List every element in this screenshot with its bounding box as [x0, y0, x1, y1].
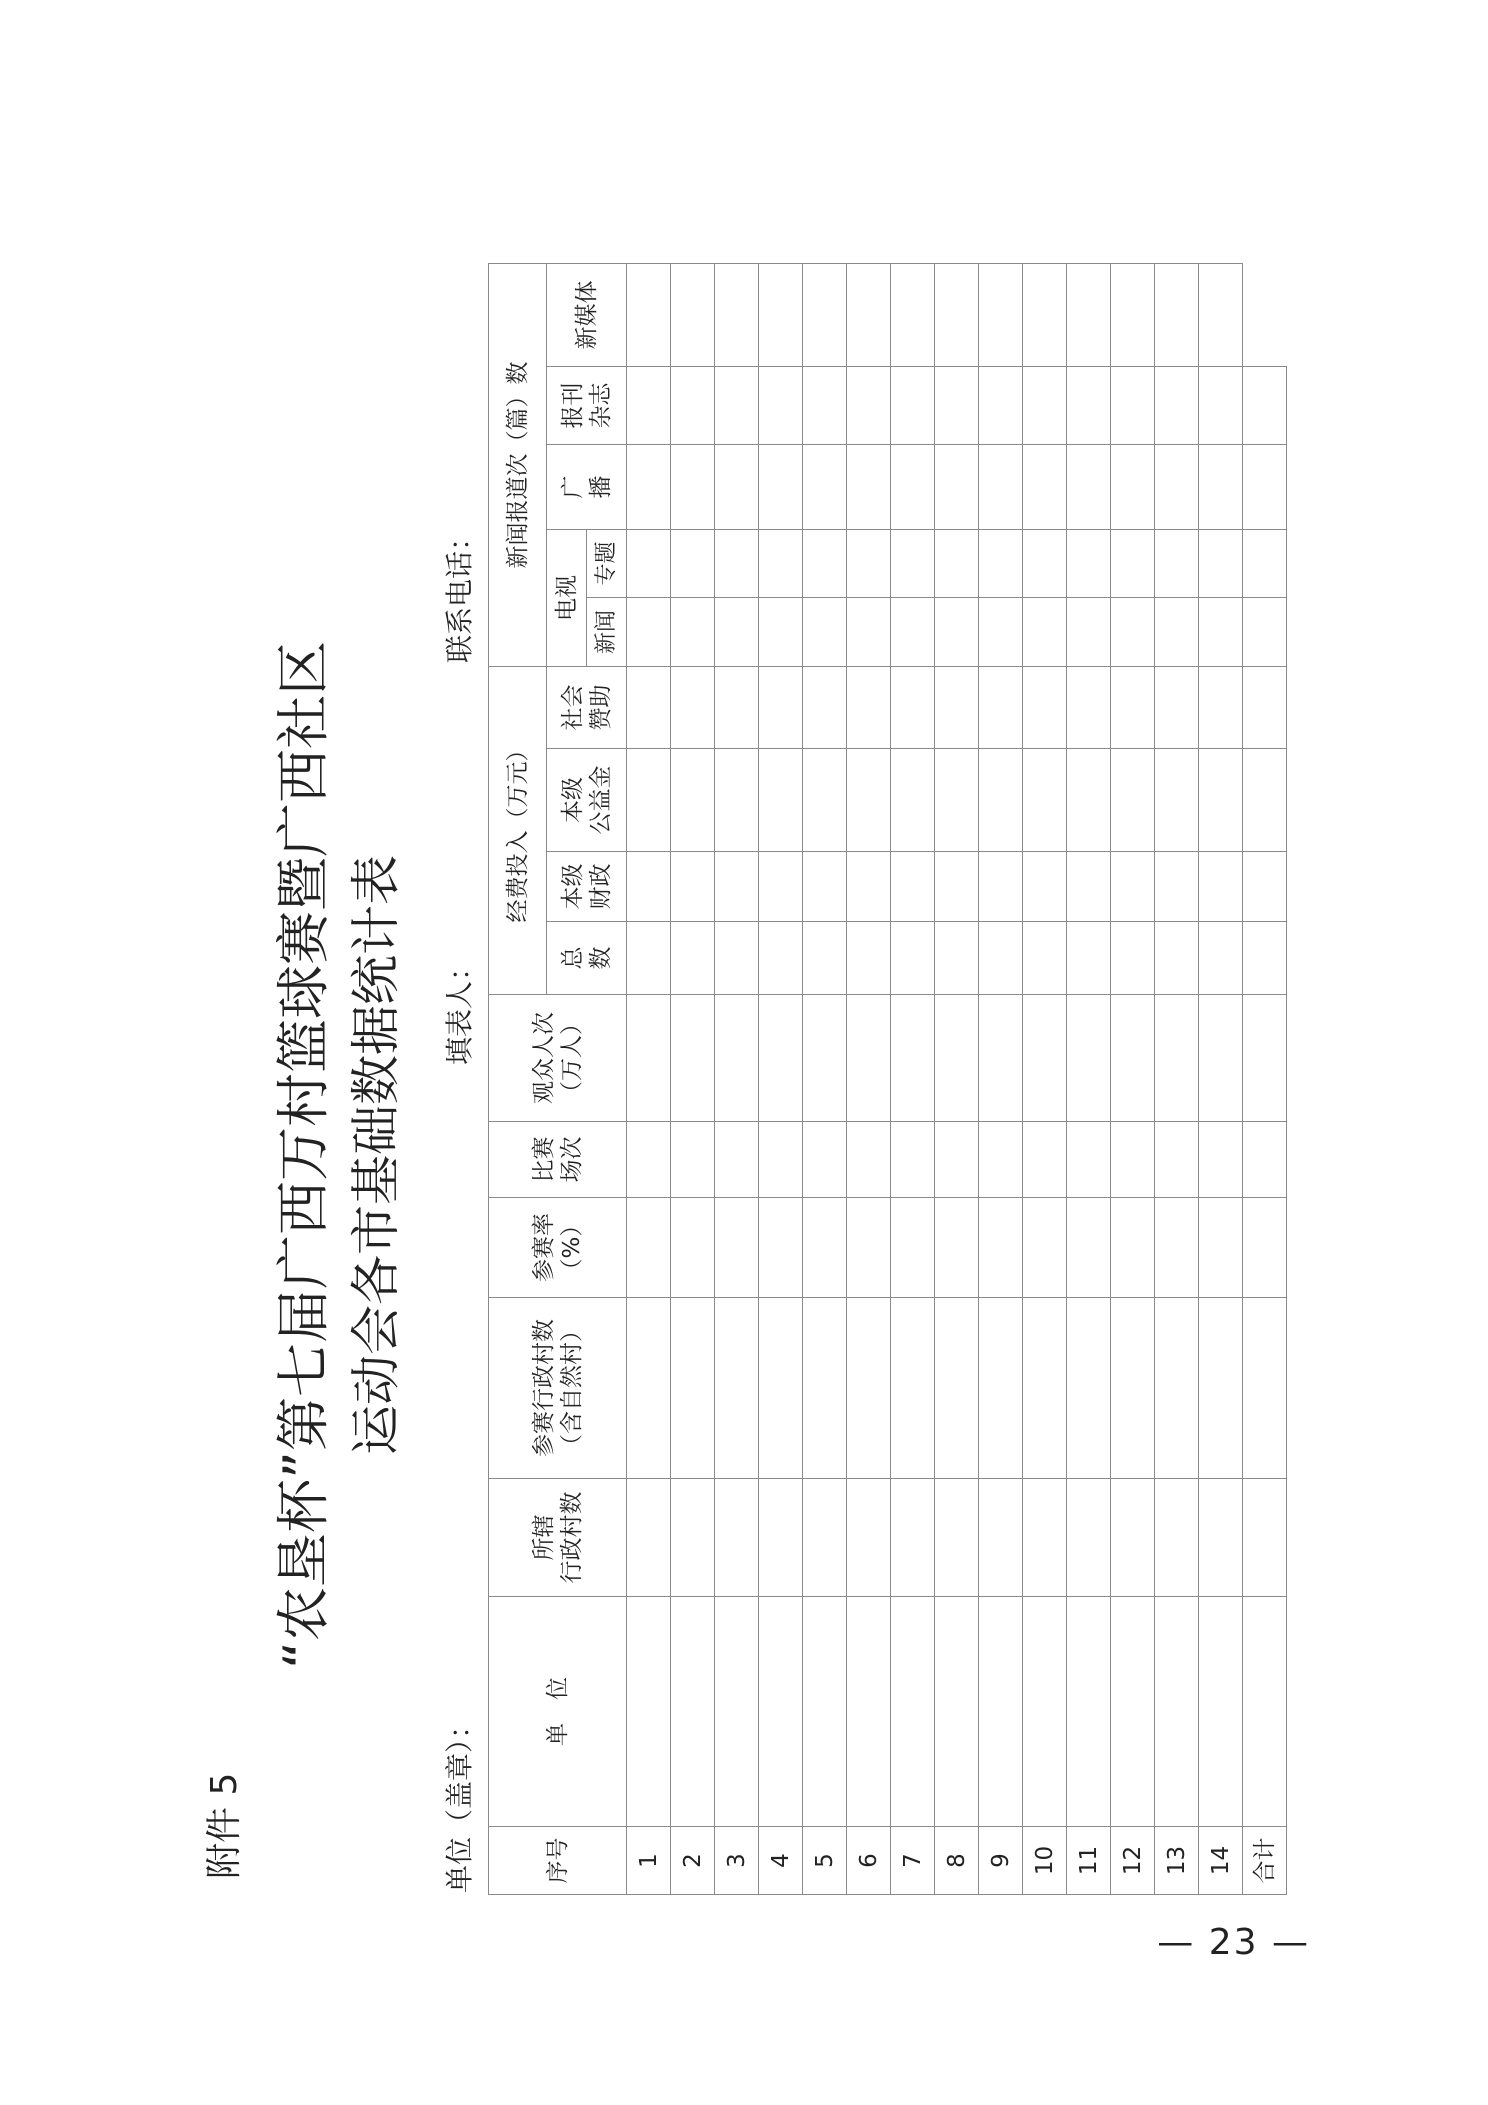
- header-news-tv: 电视: [547, 530, 587, 667]
- data-cell[interactable]: [1111, 1298, 1155, 1479]
- data-cell[interactable]: [715, 995, 759, 1122]
- data-cell[interactable]: [1111, 367, 1155, 445]
- data-cell[interactable]: [847, 367, 891, 445]
- data-cell[interactable]: [979, 852, 1023, 922]
- data-cell[interactable]: [627, 995, 671, 1122]
- data-cell[interactable]: [1243, 852, 1287, 922]
- data-cell[interactable]: [1023, 922, 1067, 995]
- data-cell[interactable]: [979, 667, 1023, 749]
- data-cell[interactable]: [1199, 995, 1243, 1122]
- data-cell[interactable]: [803, 1122, 847, 1198]
- data-cell[interactable]: [1111, 1597, 1155, 1827]
- header-unit: 单 位: [489, 1597, 627, 1827]
- data-cell[interactable]: [671, 749, 715, 852]
- row-label: 14: [1199, 1827, 1243, 1895]
- data-cell[interactable]: [715, 1298, 759, 1479]
- data-cell[interactable]: [891, 598, 935, 667]
- row-label: 2: [671, 1827, 715, 1895]
- data-cell[interactable]: [891, 445, 935, 530]
- data-cell[interactable]: [1199, 264, 1243, 367]
- data-cell[interactable]: [715, 667, 759, 749]
- data-cell[interactable]: [1111, 598, 1155, 667]
- data-cell[interactable]: [935, 995, 979, 1122]
- data-cell[interactable]: [715, 852, 759, 922]
- data-cell[interactable]: [1243, 445, 1287, 530]
- data-cell[interactable]: [1067, 1198, 1111, 1298]
- data-cell[interactable]: [979, 445, 1023, 530]
- data-cell[interactable]: [979, 264, 1023, 367]
- data-cell[interactable]: [1199, 1597, 1243, 1827]
- data-cell[interactable]: [935, 922, 979, 995]
- data-cell[interactable]: [1067, 852, 1111, 922]
- data-cell[interactable]: [715, 1479, 759, 1597]
- data-cell[interactable]: [759, 1298, 803, 1479]
- table-row: [979, 264, 1023, 1895]
- data-cell[interactable]: [715, 264, 759, 367]
- data-cell[interactable]: [759, 667, 803, 749]
- data-cell[interactable]: [935, 530, 979, 598]
- data-cell[interactable]: [1155, 598, 1199, 667]
- data-cell[interactable]: [627, 530, 671, 598]
- data-cell[interactable]: [1243, 598, 1287, 667]
- data-cell[interactable]: [1155, 1198, 1199, 1298]
- data-cell[interactable]: [759, 445, 803, 530]
- data-cell[interactable]: [715, 1597, 759, 1827]
- data-cell[interactable]: [759, 1597, 803, 1827]
- data-cell[interactable]: [1155, 749, 1199, 852]
- data-cell[interactable]: [715, 749, 759, 852]
- data-cell[interactable]: [1023, 1122, 1067, 1198]
- data-cell[interactable]: [1243, 749, 1287, 852]
- data-cell[interactable]: [1243, 667, 1287, 749]
- data-cell[interactable]: [847, 749, 891, 852]
- data-cell[interactable]: [803, 1298, 847, 1479]
- data-cell[interactable]: [847, 667, 891, 749]
- data-cell[interactable]: [979, 749, 1023, 852]
- data-cell[interactable]: [979, 1597, 1023, 1827]
- data-cell[interactable]: [935, 1597, 979, 1827]
- data-cell[interactable]: [671, 922, 715, 995]
- data-cell[interactable]: [1155, 852, 1199, 922]
- data-cell[interactable]: [671, 852, 715, 922]
- data-cell[interactable]: [1067, 749, 1111, 852]
- row-label: 4: [759, 1827, 803, 1895]
- data-cell[interactable]: [803, 1198, 847, 1298]
- data-cell[interactable]: [1067, 445, 1111, 530]
- data-cell[interactable]: [1067, 1122, 1111, 1198]
- data-cell[interactable]: [891, 530, 935, 598]
- data-cell[interactable]: [1067, 995, 1111, 1122]
- table-row: [1155, 264, 1199, 1895]
- data-cell[interactable]: [671, 1122, 715, 1198]
- table-row: [627, 264, 671, 1895]
- row-label: 1: [627, 1827, 671, 1895]
- data-cell[interactable]: [1067, 922, 1111, 995]
- data-cell[interactable]: [1111, 1198, 1155, 1298]
- data-cell[interactable]: [979, 598, 1023, 667]
- data-cell[interactable]: [759, 598, 803, 667]
- data-cell[interactable]: [847, 852, 891, 922]
- row-label: 6: [847, 1827, 891, 1895]
- table-row: [803, 264, 847, 1895]
- table-row: [759, 264, 803, 1895]
- header-funding-welfare: 本级 公益金: [547, 749, 627, 852]
- header-audience: 观众人次 （万人）: [489, 995, 627, 1122]
- data-cell[interactable]: [627, 367, 671, 445]
- data-cell[interactable]: [847, 922, 891, 995]
- data-cell[interactable]: [803, 667, 847, 749]
- data-cell[interactable]: [891, 1479, 935, 1597]
- header-seq: 序号: [489, 1827, 627, 1895]
- data-cell[interactable]: [847, 1479, 891, 1597]
- data-cell[interactable]: [671, 995, 715, 1122]
- data-cell[interactable]: [1023, 264, 1067, 367]
- data-cell[interactable]: [627, 922, 671, 995]
- data-cell[interactable]: [1199, 667, 1243, 749]
- data-cell[interactable]: [671, 445, 715, 530]
- data-cell[interactable]: [803, 749, 847, 852]
- row-label: 7: [891, 1827, 935, 1895]
- table-total-row: [1243, 264, 1287, 1895]
- data-cell[interactable]: [1243, 1122, 1287, 1198]
- data-cell[interactable]: [935, 852, 979, 922]
- data-cell[interactable]: [891, 1198, 935, 1298]
- data-cell[interactable]: [671, 667, 715, 749]
- data-cell[interactable]: [935, 1122, 979, 1198]
- data-cell[interactable]: [671, 1298, 715, 1479]
- data-cell[interactable]: [1155, 1479, 1199, 1597]
- header-funding-gov: 本级 财政: [547, 852, 627, 922]
- data-cell[interactable]: [1023, 1479, 1067, 1597]
- data-cell[interactable]: [627, 1597, 671, 1827]
- empty-cell: [1243, 264, 1287, 367]
- data-cell[interactable]: [803, 852, 847, 922]
- data-cell[interactable]: [979, 1198, 1023, 1298]
- data-cell[interactable]: [935, 264, 979, 367]
- data-cell[interactable]: [1111, 749, 1155, 852]
- row-label: 13: [1155, 1827, 1199, 1895]
- data-cell[interactable]: [1155, 530, 1199, 598]
- data-cell[interactable]: [847, 1597, 891, 1827]
- data-cell[interactable]: [1243, 995, 1287, 1122]
- table-row: [1199, 264, 1243, 1895]
- data-cell[interactable]: [1111, 852, 1155, 922]
- row-label: 12: [1111, 1827, 1155, 1895]
- data-cell[interactable]: [979, 995, 1023, 1122]
- data-cell[interactable]: [1067, 530, 1111, 598]
- data-cell[interactable]: [759, 264, 803, 367]
- data-cell[interactable]: [847, 1122, 891, 1198]
- data-cell[interactable]: [1023, 667, 1067, 749]
- table-row: [1111, 264, 1155, 1895]
- data-cell[interactable]: [847, 530, 891, 598]
- data-cell[interactable]: [715, 1122, 759, 1198]
- header-participating: 参赛行政村数 （含自然村）: [489, 1298, 627, 1479]
- row-label: 11: [1067, 1827, 1111, 1895]
- data-cell[interactable]: [1111, 530, 1155, 598]
- data-cell[interactable]: [627, 598, 671, 667]
- data-cell[interactable]: [803, 367, 847, 445]
- data-cell[interactable]: [627, 264, 671, 367]
- data-cell[interactable]: [803, 530, 847, 598]
- data-cell[interactable]: [979, 1298, 1023, 1479]
- data-cell[interactable]: [891, 749, 935, 852]
- page-title-line-2: 运动会各市基础数据统计表: [347, 855, 405, 1455]
- data-cell[interactable]: [1111, 922, 1155, 995]
- data-cell[interactable]: [1111, 445, 1155, 530]
- data-cell[interactable]: [803, 1479, 847, 1597]
- data-cell[interactable]: [1199, 367, 1243, 445]
- data-cell[interactable]: [803, 598, 847, 667]
- table-row: [891, 264, 935, 1895]
- data-cell[interactable]: [1199, 922, 1243, 995]
- data-cell[interactable]: [1067, 667, 1111, 749]
- data-cell[interactable]: [1111, 667, 1155, 749]
- data-cell[interactable]: [935, 1298, 979, 1479]
- data-cell[interactable]: [1155, 995, 1199, 1122]
- data-cell[interactable]: [1199, 1122, 1243, 1198]
- data-cell[interactable]: [803, 922, 847, 995]
- data-cell[interactable]: [935, 445, 979, 530]
- data-cell[interactable]: [759, 1479, 803, 1597]
- data-cell[interactable]: [671, 598, 715, 667]
- data-cell[interactable]: [1023, 530, 1067, 598]
- data-cell[interactable]: [1199, 445, 1243, 530]
- data-cell[interactable]: [671, 1198, 715, 1298]
- header-funding-total: 总 数: [547, 922, 627, 995]
- header-funding: 经费投入（万元）: [489, 667, 547, 995]
- data-cell[interactable]: [671, 264, 715, 367]
- data-cell[interactable]: [891, 922, 935, 995]
- stats-table: [488, 263, 1287, 1895]
- data-cell[interactable]: [1155, 922, 1199, 995]
- data-cell[interactable]: [759, 852, 803, 922]
- row-label: 合计: [1243, 1827, 1287, 1895]
- data-cell[interactable]: [759, 1122, 803, 1198]
- header-news-tv-special: 专题: [587, 530, 627, 598]
- table-row: [935, 264, 979, 1895]
- data-cell[interactable]: [1067, 1298, 1111, 1479]
- data-cell[interactable]: [1023, 367, 1067, 445]
- header-rate: 参赛率 （%）: [489, 1198, 627, 1298]
- data-cell[interactable]: [979, 1479, 1023, 1597]
- data-cell[interactable]: [715, 530, 759, 598]
- data-cell[interactable]: [935, 749, 979, 852]
- data-cell[interactable]: [627, 852, 671, 922]
- data-cell[interactable]: [935, 667, 979, 749]
- data-cell[interactable]: [891, 1298, 935, 1479]
- data-cell[interactable]: [891, 667, 935, 749]
- unit-stamp-label: 单位（盖章）：: [443, 1710, 476, 1893]
- data-cell[interactable]: [803, 264, 847, 367]
- data-cell[interactable]: [847, 445, 891, 530]
- header-news-tv-news: 新闻: [587, 598, 627, 667]
- data-cell[interactable]: [715, 598, 759, 667]
- landscape-sheet: [0, 205, 1488, 2105]
- data-cell[interactable]: [627, 1122, 671, 1198]
- data-cell[interactable]: [627, 667, 671, 749]
- data-cell[interactable]: [671, 530, 715, 598]
- data-cell[interactable]: [759, 995, 803, 1122]
- data-cell[interactable]: [1111, 264, 1155, 367]
- table-body: [627, 264, 1287, 1895]
- data-cell[interactable]: [715, 1198, 759, 1298]
- header-news-new-media: 新媒体: [547, 264, 627, 367]
- table-row: [1023, 264, 1067, 1895]
- data-cell[interactable]: [1023, 1298, 1067, 1479]
- data-cell[interactable]: [803, 1597, 847, 1827]
- data-cell[interactable]: [1023, 445, 1067, 530]
- row-label: 9: [979, 1827, 1023, 1895]
- data-cell[interactable]: [891, 1597, 935, 1827]
- data-cell[interactable]: [759, 749, 803, 852]
- data-cell[interactable]: [759, 922, 803, 995]
- data-cell[interactable]: [979, 367, 1023, 445]
- data-cell[interactable]: [803, 445, 847, 530]
- data-cell[interactable]: [1155, 445, 1199, 530]
- table-row: [1067, 264, 1111, 1895]
- data-cell[interactable]: [1067, 1597, 1111, 1827]
- data-cell[interactable]: [847, 1198, 891, 1298]
- data-cell[interactable]: [627, 1198, 671, 1298]
- page-number: — 23 —: [1157, 1922, 1310, 1963]
- data-cell[interactable]: [847, 598, 891, 667]
- data-cell[interactable]: [891, 852, 935, 922]
- data-cell[interactable]: [1023, 1597, 1067, 1827]
- data-cell[interactable]: [1067, 264, 1111, 367]
- filler-label: 填表人：: [443, 952, 476, 1065]
- data-cell[interactable]: [891, 367, 935, 445]
- data-cell[interactable]: [627, 1298, 671, 1479]
- data-cell[interactable]: [1199, 598, 1243, 667]
- data-cell[interactable]: [1243, 922, 1287, 995]
- header-news-radio: 广 播: [547, 445, 627, 530]
- data-cell[interactable]: [1111, 995, 1155, 1122]
- data-cell[interactable]: [1243, 530, 1287, 598]
- row-label: 3: [715, 1827, 759, 1895]
- data-cell[interactable]: [715, 367, 759, 445]
- header-funding-sponsor: 社会 赞助: [547, 667, 627, 749]
- data-cell[interactable]: [1155, 264, 1199, 367]
- data-cell[interactable]: [847, 995, 891, 1122]
- data-cell[interactable]: [1199, 749, 1243, 852]
- data-cell[interactable]: [1155, 667, 1199, 749]
- data-cell[interactable]: [1155, 1122, 1199, 1198]
- data-cell[interactable]: [1199, 1479, 1243, 1597]
- header-row-1: [489, 264, 547, 1895]
- table-row: [671, 264, 715, 1895]
- data-cell[interactable]: [891, 264, 935, 367]
- data-cell[interactable]: [979, 1122, 1023, 1198]
- data-cell[interactable]: [1243, 1479, 1287, 1597]
- data-cell[interactable]: [715, 445, 759, 530]
- data-cell[interactable]: [1067, 367, 1111, 445]
- data-cell[interactable]: [1243, 1597, 1287, 1827]
- data-cell[interactable]: [935, 598, 979, 667]
- data-cell[interactable]: [847, 1298, 891, 1479]
- row-label: 10: [1023, 1827, 1067, 1895]
- data-cell[interactable]: [935, 1198, 979, 1298]
- data-cell[interactable]: [627, 1479, 671, 1597]
- data-cell[interactable]: [627, 445, 671, 530]
- data-cell[interactable]: [1111, 1479, 1155, 1597]
- data-cell[interactable]: [935, 367, 979, 445]
- row-label: 5: [803, 1827, 847, 1895]
- data-cell[interactable]: [1243, 1298, 1287, 1479]
- table-row: [715, 264, 759, 1895]
- data-cell[interactable]: [891, 995, 935, 1122]
- data-cell[interactable]: [1155, 1597, 1199, 1827]
- data-cell[interactable]: [1243, 1198, 1287, 1298]
- data-cell[interactable]: [1023, 598, 1067, 667]
- data-cell[interactable]: [1199, 1298, 1243, 1479]
- page-title-line-1: “农垦杯”第七届广西万村篮球赛暨广西社区: [272, 641, 335, 1669]
- header-matches: 比赛 场次: [489, 1122, 627, 1198]
- data-cell[interactable]: [1199, 1198, 1243, 1298]
- data-cell[interactable]: [1155, 367, 1199, 445]
- phone-label: 联系电话：: [443, 522, 476, 663]
- data-cell[interactable]: [671, 1479, 715, 1597]
- data-cell[interactable]: [759, 530, 803, 598]
- data-cell[interactable]: [1067, 598, 1111, 667]
- data-cell[interactable]: [935, 1479, 979, 1597]
- data-cell[interactable]: [1243, 367, 1287, 445]
- data-cell[interactable]: [979, 530, 1023, 598]
- data-cell[interactable]: [891, 1122, 935, 1198]
- data-cell[interactable]: [759, 1198, 803, 1298]
- data-cell[interactable]: [1023, 749, 1067, 852]
- data-cell[interactable]: [759, 367, 803, 445]
- data-cell[interactable]: [1023, 852, 1067, 922]
- header-news: 新闻报道次（篇）数: [489, 264, 547, 667]
- data-cell[interactable]: [1067, 1479, 1111, 1597]
- data-cell[interactable]: [1199, 852, 1243, 922]
- data-cell[interactable]: [715, 922, 759, 995]
- data-cell[interactable]: [803, 995, 847, 1122]
- header-villages: 所辖 行政村数: [489, 1479, 627, 1597]
- data-cell[interactable]: [847, 264, 891, 367]
- table-row: [847, 264, 891, 1895]
- data-cell[interactable]: [1111, 1122, 1155, 1198]
- data-cell[interactable]: [1023, 1198, 1067, 1298]
- data-cell[interactable]: [671, 1597, 715, 1827]
- data-cell[interactable]: [1199, 530, 1243, 598]
- data-cell[interactable]: [627, 749, 671, 852]
- data-cell[interactable]: [1023, 995, 1067, 1122]
- data-cell[interactable]: [979, 922, 1023, 995]
- row-label: 8: [935, 1827, 979, 1895]
- attachment-label: 附件 5: [204, 1772, 245, 1879]
- data-cell[interactable]: [671, 367, 715, 445]
- header-news-print: 报刊 杂志: [547, 367, 627, 445]
- data-cell[interactable]: [1155, 1298, 1199, 1479]
